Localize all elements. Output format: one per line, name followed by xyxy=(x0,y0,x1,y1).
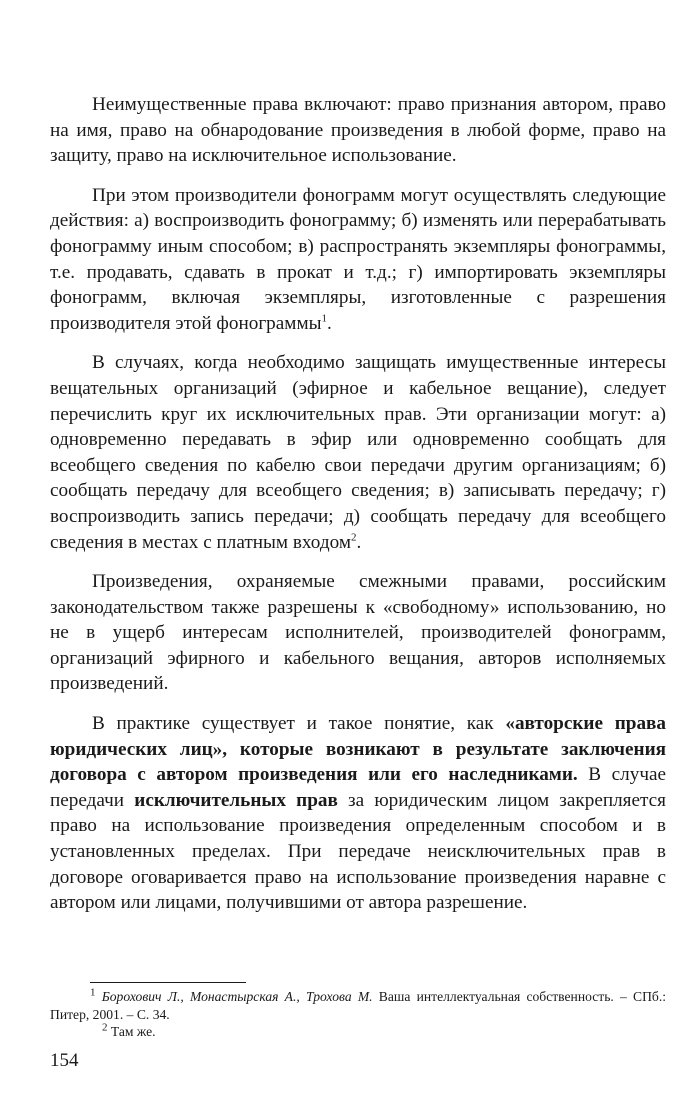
footnote-2 xyxy=(50,1023,666,1041)
footnote-2-text: Там же. xyxy=(110,1024,156,1039)
paragraph-5-part1: В практике существует и такое понятие, как xyxy=(92,713,506,735)
footnote-ref-2[interactable]: 2 xyxy=(350,531,357,544)
paragraph-3-text: В случаях, когда необходимо защищать имущественные интересы вещательных организаций (эфирное и кабельное вещание), следует перечислить круг их исключительных прав. Эти организации могут: а) одновременно передавать в эфир или одновременно сообщать для всеобщего сведения по кабелю свои передачи другим организациям; б) сообщать передачу для всеобщего сведения; в) записывать передачу; г) воспроизводить запись передачи; д) сообщать передачу для всеобщего сведения в местах с платным входом xyxy=(50,352,666,553)
paragraph-4 xyxy=(50,569,666,697)
footnote-2-number: 2 xyxy=(102,1021,108,1034)
paragraph-3 xyxy=(50,350,666,555)
page-number: 154 xyxy=(50,1050,79,1071)
paragraph-2-end: . xyxy=(326,312,332,334)
footnote-1 xyxy=(50,988,666,1023)
paragraph-4-text: Произведения, охраняемые смежными правами, российским законодательством также разрешены к «свободному» использованию, но не в ущерб интересам исполнителей, производителей фонограмм, организаций эфирного и кабельного вещания, авторов исполняемых произведений. xyxy=(50,571,666,695)
paragraph-5-part2: В случае передачи xyxy=(50,764,667,811)
paragraph-2-text: При этом производители фонограмм могут осуществлять следующие действия: а) воспроизводить фонограмму; б) изменять или перерабатывать фонограмму иным способом; в) распространять экземпляры фонограммы, т.е. продавать, сдавать в прокат и т.д.; г) импортировать экземпляры фонограмм, включая экземпляры, изготовленные с разрешения производителя этой фонограммы xyxy=(50,184,666,334)
footnote-1-authors: Борохович Л., Монастырская А., Трохова М. xyxy=(101,989,373,1004)
paragraph-2 xyxy=(50,183,666,337)
paragraph-5-bold1: «авторские права юридических лиц», которые возникают в результате заключения договора с автором произведения или его наследниками. xyxy=(50,713,666,786)
paragraph-3-end: . xyxy=(356,531,362,553)
paragraph-5-part3: за юридическим лицом закрепляется право на использование произведения определенным способом и в установленных пределах. При передаче неисключительных прав в договоре оговаривается право на использование произведения наравне с автором или лицами, получившими от автора разрешение. xyxy=(50,789,666,914)
footnote-1-text: Ваша интеллектуальная собственность. – СПб.: Питер, 2001. – С. 34. xyxy=(50,989,667,1022)
footnote-divider xyxy=(90,982,246,983)
paragraph-5 xyxy=(50,711,666,916)
footnotes xyxy=(50,988,666,1041)
paragraph-1-text: Неимущественные права включают: право признания автором, право на имя, право на обнародование произведения в любой форме, право на защиту, право на исключительное использование. xyxy=(50,94,666,167)
footnote-ref-1[interactable]: 1 xyxy=(321,312,327,325)
paragraph-1 xyxy=(50,92,666,169)
footnote-1-number: 1 xyxy=(90,986,96,999)
page-body xyxy=(50,92,666,930)
paragraph-5-bold2: исключительных прав xyxy=(134,789,338,811)
